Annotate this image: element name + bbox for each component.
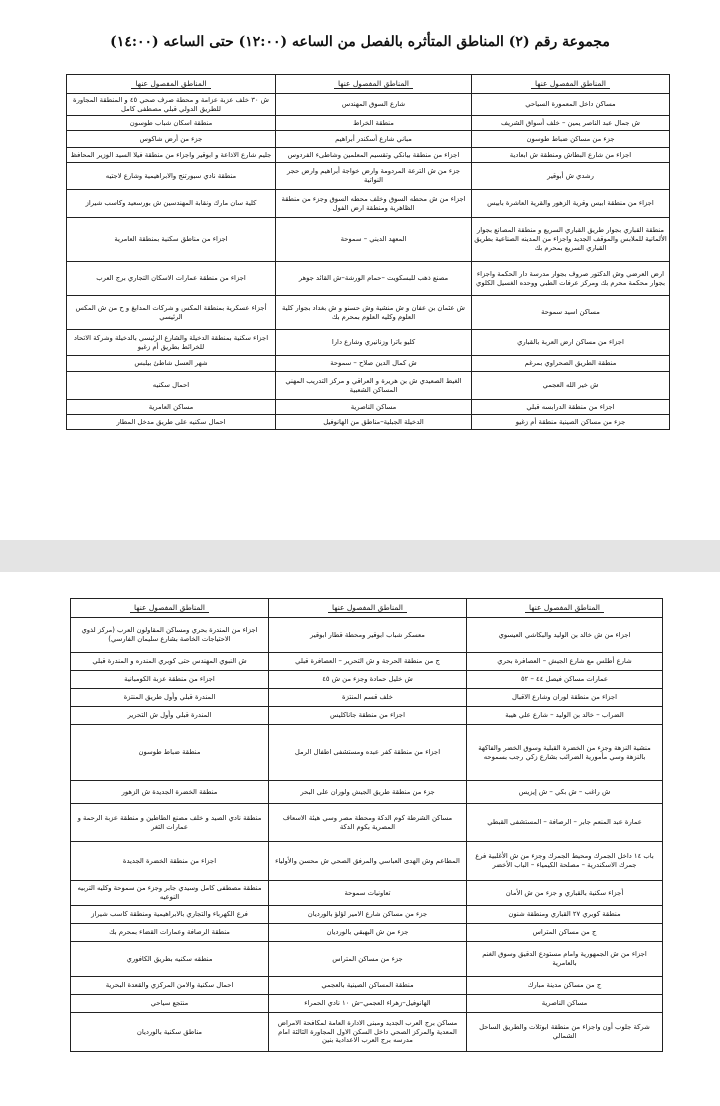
table-cell: منطقة نادي الصيد و خلف مصنع الطاطين و منطقة عزبة الرحمة و عمارات الثغر	[71, 804, 269, 842]
table-cell: اجزاء من منطقة ابيس وقرية الزهور والقرية العاشرة بابيس	[472, 190, 670, 218]
column-header: المناطق المفصول عنها	[467, 599, 663, 618]
table-cell: جزء من ش البهبقي بالورديان	[269, 924, 467, 942]
table-cell: شركة جلوب أون واجزاء من منطقة ابوتلات والطريق الساحل الشمالي	[467, 1013, 663, 1052]
schedule-table-2	[70, 598, 663, 1052]
table-row	[71, 725, 663, 781]
table-cell: اجزاء من منطقة عمارات الاسكان التجاري برج العرب	[67, 262, 276, 296]
table-cell: عمارة عبد المنعم جابر – الرصافة – المستشفى القبطي	[467, 804, 663, 842]
table-cell: ش النبوي المهندس حتى كوبري المندره و المندرة قبلي	[71, 653, 269, 671]
table-cell: شارع السوق المهندس	[276, 94, 472, 116]
table-cell: شهر العسل شاطئ بيلبس	[67, 356, 276, 372]
table-cell: معسكر شباب ابوقير ومحطة قطار ابوقير	[269, 618, 467, 653]
table-row	[71, 781, 663, 804]
table-cell: ش كمال الدين صلاح – سموحة	[276, 356, 472, 372]
table-body	[71, 618, 663, 1052]
schedule-table-1	[66, 74, 670, 430]
table-row	[71, 995, 663, 1013]
table-cell: مناطق سكنية بالورديان	[71, 1013, 269, 1052]
table-cell: جزء من مساكن شارع الامير لؤلؤ بالورديان	[269, 906, 467, 924]
table-row	[71, 881, 663, 906]
table-row	[67, 356, 670, 372]
column-header: المناطق المفصول عنها	[276, 75, 472, 94]
table-row	[67, 148, 670, 163]
table-cell: جزء من أرض شاكوس	[67, 131, 276, 148]
table-row	[67, 400, 670, 415]
table-row	[67, 218, 670, 262]
table-cell: منطقة الخراط	[276, 116, 472, 131]
document-page-2	[0, 572, 720, 1106]
table-cell: منطقة الخضرة الجديدة ش الزهور	[71, 781, 269, 804]
table-row	[71, 924, 663, 942]
table-cell: ش خليل حمادة وجزء من ش ٤٥	[269, 671, 467, 689]
table-cell: اجزاء من منطقة الدرابسه قبلي	[472, 400, 670, 415]
table-row	[71, 1013, 663, 1052]
table-row	[67, 94, 670, 116]
table-cell: جزء من ش الترعة المردومة وارض خواجة أبراهيم وارض حجر النواتية	[276, 163, 472, 190]
table-cell: منطقه سكنيه بطريق الكافوري	[71, 942, 269, 977]
table-row	[71, 671, 663, 689]
table-cell: منطقة المساكن الصينية بالعجمي	[269, 977, 467, 995]
table-cell: اجزاء من شارع البطاش ومنطقة ش ابعادية	[472, 148, 670, 163]
table-cell: ارض العرضي وش الدكتور صروف بجوار مدرسة دار الحكمة واجزاء بجوار محكمة محرم بك ومركز عرفات الطبي ووحده الغسيل الكلوي	[472, 262, 670, 296]
table-cell: منطقة كوبري ٢٧ القباري ومنطقة شنون	[467, 906, 663, 924]
table-cell: كليو باترا وزنانيري وشارع دارا	[276, 330, 472, 356]
table-row	[67, 163, 670, 190]
table-cell: ش خير الله العجمي	[472, 372, 670, 400]
table-cell: ج من منطقة الحرجة و ش التحرير – العصافرة قبلي	[269, 653, 467, 671]
table-cell: مساكن الشرطة كوم الدكة ومحطة مصر وسي هيئة الاسعاف المصرية بكوم الدكة	[269, 804, 467, 842]
table-cell: ج من مساكن المتراس	[467, 924, 663, 942]
table-cell: مباني شارع أسكندر أبراهيم	[276, 131, 472, 148]
table-row	[71, 842, 663, 881]
table-cell: مساكن داخل المعمورة السياحي	[472, 94, 670, 116]
table-cell: منطقة مصطفى كامل وسيدي جابر وجزء من سموحة وكليه التربيه النوعيه	[71, 881, 269, 906]
table-cell: ش راغب – ش بكي – ش إيزيس	[467, 781, 663, 804]
table-body	[67, 94, 670, 430]
table-cell: اجزاء من ش خالد بن الوليد والبكاشي العيسوي	[467, 618, 663, 653]
table-row	[71, 707, 663, 725]
page-separator	[0, 540, 720, 572]
table-cell: كلية سان مارك ونقابة المهندسين ش بورسعيد وكاسب شيراز	[67, 190, 276, 218]
table-row	[71, 942, 663, 977]
table-cell: منطقة الطريق الصحراوي بمرغم	[472, 356, 670, 372]
table-cell: احمال سكنيه على طريق مدخل المطار	[67, 415, 276, 430]
table-header-row	[67, 75, 670, 94]
table-cell: ج من مساكن مدينة مبارك	[467, 977, 663, 995]
table-cell: جزء من مساكن المتراس	[269, 942, 467, 977]
table-cell: ش جمال عبد الناصر يمين – خلف أسواق الشريف	[472, 116, 670, 131]
table-cell: اجزاء من منطقة لوران وشارع الاقبال	[467, 689, 663, 707]
table-row	[71, 977, 663, 995]
table-cell: جزء من منطقة طريق الجيش ولوران على البحر	[269, 781, 467, 804]
table-cell: منطقة القباري بجوار طريق القباري السريع و منطقة المصانع بجوار الألمانية للملابس والموقف الجديد واجزاء من المدينه الصناعية بطريق القباري السريع بمحرم بك	[472, 218, 670, 262]
table-cell: اجزاء من ش محطه السوق وخلف محطه السوق وجزء من منطقة الظاهرية ومنطقة ارض الفول	[276, 190, 472, 218]
table-cell: باب ١٤ داخل الجمرك ومحيط الجمرك وجزء من ش الأغلبية فرع جمرك الاسكندرية – مصلحة الكيمياء – الباب الأخضر	[467, 842, 663, 881]
table-cell: اجزاء من ش الجمهورية وامام مستودع الدقيق وسوق الغنم بالعامرية	[467, 942, 663, 977]
table-cell: أجزاء سكنية بالقباري و جزء من ش الأمان	[467, 881, 663, 906]
table-cell: اجزاء من منطقة بيانكي وتقسيم المعلمين وشاطىء الفردوس	[276, 148, 472, 163]
table-cell: منتجع سياحي	[71, 995, 269, 1013]
table-row	[67, 330, 670, 356]
table-cell: منشية النزهة وجزء من الخضرة القبلية وسوق الخضر والفاكهة بالنزهة وسي مأمورية الضرائب بشارع زكي رجب بسموحه	[467, 725, 663, 781]
table-cell: منطقة ضباط طوسون	[71, 725, 269, 781]
table-cell: جليم شارع الاذاعة و ابوقير واجزاء من منطقة فيلا السيد الوزير المحافظ	[67, 148, 276, 163]
table-cell: رشدي ش أبوقير	[472, 163, 670, 190]
table-row	[67, 131, 670, 148]
column-header: المناطق المفصول عنها	[472, 75, 670, 94]
table-cell: منطقة الرصافة وعمارات القضاء بمحرم بك	[71, 924, 269, 942]
table-cell: المندرة قبلي وأول ش التحرير	[71, 707, 269, 725]
table-row	[71, 653, 663, 671]
table-cell: المندرة قبلي وأول طريق المنتزة	[71, 689, 269, 707]
column-header: المناطق المفصول عنها	[269, 599, 467, 618]
table-cell: أجزاء عسكرية بمنطقة المكس و شركات المدابغ و ح من ش المكس الرئيسي	[67, 296, 276, 330]
table-cell: مساكن اسيد سموحة	[472, 296, 670, 330]
table-row	[71, 618, 663, 653]
table-row	[67, 116, 670, 131]
table-cell: مساكن الناصرية	[467, 995, 663, 1013]
table-cell: فرع الكهرباء والتجاري بالابراهيمية ومنطقة كاسب شيراز	[71, 906, 269, 924]
table-cell: اجزاء من منطقة جاناكليس	[269, 707, 467, 725]
table-cell: مساكن برج العرب الجديد ومبنى الادارة العامة لمكافحة الامراض المعدية والمركز الصحي داخل السكن الاول المجاورة الثالثة امام مدرسه برج العرب الاعدادية بنين	[269, 1013, 467, 1052]
table-cell: الدخيلة الجبلية–مناطق من الهانوفيل	[276, 415, 472, 430]
table-cell: اجزاء من مساكن ارض العربة بالقباري	[472, 330, 670, 356]
table-cell: الضراب – خالد بن الوليد – شارع علي هيبة	[467, 707, 663, 725]
table-cell: الهانوفيل–زهراء العجمي–ش ١٠ نادي الحمراء	[269, 995, 467, 1013]
table-cell: احمال سكنية والامن المركزي والقعدة البحرية	[71, 977, 269, 995]
table-cell: احمال سكنيه	[67, 372, 276, 400]
table-cell: مصنع ذهب للبسكويت –حمام الورشة–ش القائد جوهر	[276, 262, 472, 296]
table-header-row	[71, 599, 663, 618]
table-row	[71, 689, 663, 707]
table-row	[67, 296, 670, 330]
table-cell: مساكن الناصرية	[276, 400, 472, 415]
table-cell: اجزاء من منطقة عزبة الكومبانية	[71, 671, 269, 689]
table-cell: اجزاء سكنية بمنطقة الدخيلة والشارع الرئيسي بالدخيلة وشركة الاتحاد للخرائط بطريق أم زغيو	[67, 330, 276, 356]
table-cell: ش عثمان بن عفان و ش منشية وش حسنو و ش بغداد بجوار كلية العلوم وكليه العلوم بمحرم بك	[276, 296, 472, 330]
table-row	[67, 190, 670, 218]
page-title: مجموعة رقم (٢) المناطق المتأثره بالفصل من الساعه (١٢:٠٠) حتى الساعه (١٤:٠٠)	[110, 34, 610, 50]
table-cell: جزء من مساكن الصينية منطقة أم زغيو	[472, 415, 670, 430]
table-row	[71, 804, 663, 842]
table-cell: المطاعم وش الهدى العباسي والمرفق الصحي ش محسن والأولياء	[269, 842, 467, 881]
table-cell: اجزاء من منطقة الخضرة الجديدة	[71, 842, 269, 881]
table-cell: اجزاء من المندرة بحري ومساكن المقاولون العرب (مركز لذوي الاحتياجات الخاصة بشارع سليمان الفارسي)	[71, 618, 269, 653]
column-header: المناطق المفصول عنها	[67, 75, 276, 94]
table-cell: المعهد الديني – سموحة	[276, 218, 472, 262]
table-cell: ش ٣٠ خلف عزبة عزامة و محطة صرف صحي ٤٥ و المنطقة المجاورة للطريق الدولي قبلي مصطفى كامل	[67, 94, 276, 116]
table-row	[67, 415, 670, 430]
table-cell: مساكن العامرية	[67, 400, 276, 415]
table-cell: شارع أطلس مع شارع الجيش – العصافرة بحري	[467, 653, 663, 671]
table-cell: منطقة اسكان شباب طوسون	[67, 116, 276, 131]
table-cell: منطقة نادي سبورتنج والابراهيمية وشارع لاجتيه	[67, 163, 276, 190]
table-cell: عمارات مساكن فيصل ٤٤ – ٥٢	[467, 671, 663, 689]
table-row	[67, 262, 670, 296]
table-row	[67, 372, 670, 400]
table-cell: الغيط الصعيدي ش بن هريرة و العراقي و مركز التدريب المهني المساكن الشعبية	[276, 372, 472, 400]
table-cell: اجزاء من منطقة كفر عبده ومستشفى اطفال الرمل	[269, 725, 467, 781]
document-page-1	[0, 0, 720, 540]
table-row	[71, 906, 663, 924]
table-cell: تعاونيات سموحة	[269, 881, 467, 906]
table-cell: اجزاء من مناطق سكنية بمنطقة العامرية	[67, 218, 276, 262]
table-cell: جزء من مساكن ضباط طوسون	[472, 131, 670, 148]
table-cell: خلف قسم المنتزة	[269, 689, 467, 707]
column-header: المناطق المفصول عنها	[71, 599, 269, 618]
